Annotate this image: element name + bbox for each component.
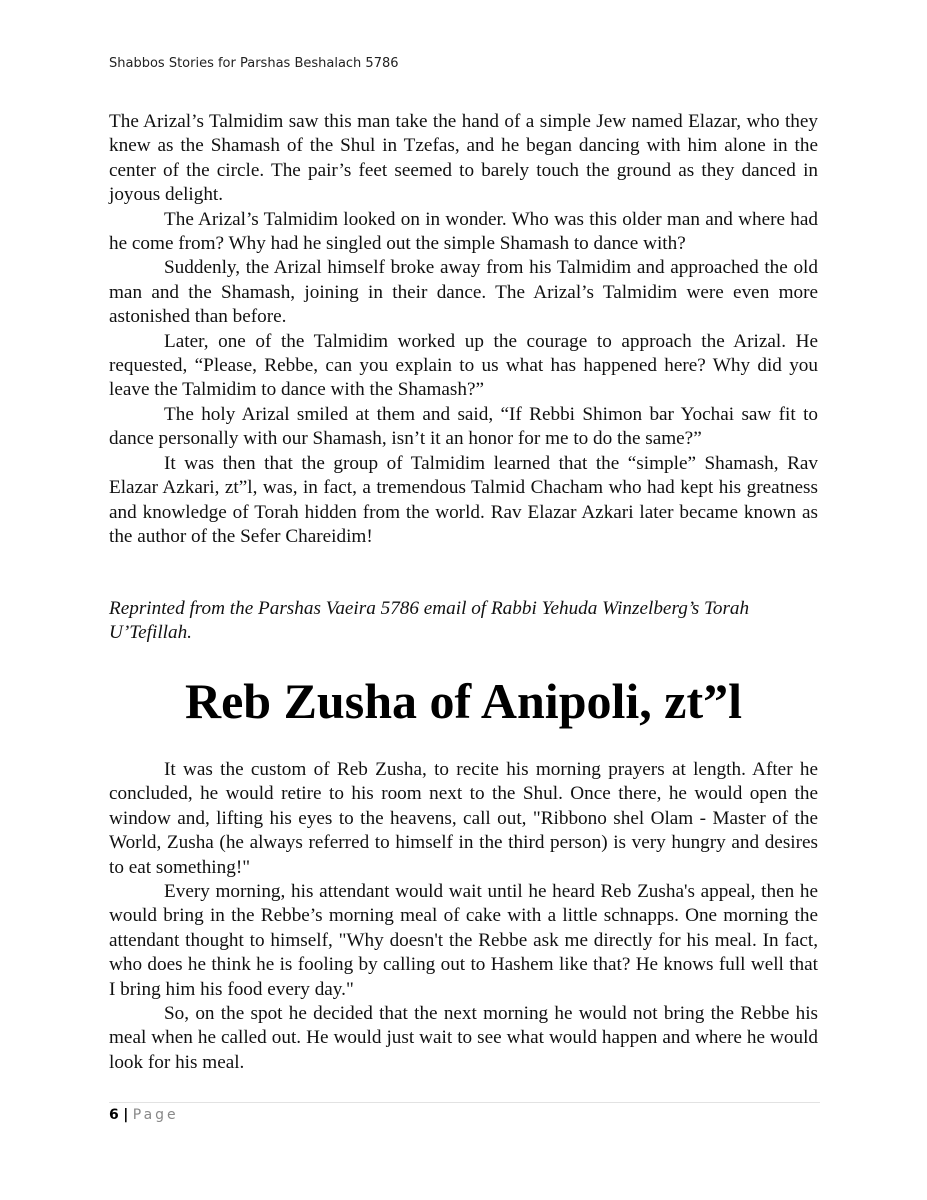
paragraph: Every morning, his attendant would wait until he heard Reb Zusha's appeal, then he would bring in the Rebbe’s morning meal of cake with a little schnapps. One morning the attendant thought to himself, "Why doesn't the Rebbe ask me directly for his meal. In fact, who does he think he is fooling by calling out to Hashem like that? He knows full well that I bring him his food every day." — [109, 881, 818, 1000]
paragraph: The holy Arizal smiled at them and said, “If Rebbi Shimon bar Yochai saw fit to dance personally with our Shamash, isn’t it an honor for me to do the same?” — [109, 403, 818, 450]
paragraph: So, on the spot he decided that the next morning he would not bring the Rebbe his meal when he called out. He would just wait to see what would happen and where he would look for his meal. — [109, 1003, 818, 1073]
page-header: Shabbos Stories for Parshas Beshalach 5786 — [109, 56, 399, 71]
footer-separator: | — [123, 1107, 129, 1123]
story-title: Reb Zusha of Anipoli, zt”l — [184, 673, 743, 729]
reprint-credit: Reprinted from the Parshas Vaeira 5786 email of Rabbi Yehuda Winzelberg’s Torah U’Tefillah. — [109, 598, 750, 644]
paragraph: Later, one of the Talmidim worked up the courage to approach the Arizal. He requested, “Please, Rebbe, can you explain to us what has happened here? Why did you leave the Talmidim to dance with the Shamash?” — [109, 330, 818, 401]
paragraph: The Arizal’s Talmidim saw this man take the hand of a simple Jew named Elazar, who they knew as the Shamash of the Shul in Tzefas, and he began dancing with him alone in the center of the circle. The pair’s feet seemed to barely touch the ground as they danced in joyous delight. — [109, 111, 818, 206]
page-footer — [109, 1107, 179, 1123]
paragraph: The Arizal’s Talmidim looked on in wonder. Who was this older man and where had he come from? Why had he singled out the simple Shamash to dance with? — [109, 208, 818, 255]
page-number: 6 — [109, 1107, 119, 1123]
footer-divider — [109, 1102, 820, 1103]
paragraph: It was then that the group of Talmidim learned that the “simple” Shamash, Rav Elazar Azkari, zt”l, was, in fact, a tremendous Talmid Chacham who had kept his greatness and knowledge of Torah hidden from the world. Rav Elazar Azkari later became known as the author of the Sefer Chareidim! — [109, 452, 818, 547]
story-1-body — [109, 110, 818, 549]
page-label: Page — [132, 1107, 179, 1123]
story-2-body — [109, 758, 818, 1075]
paragraph: Suddenly, the Arizal himself broke away from his Talmidim and approached the old man and the Shamash, joining in their dance. The Arizal’s Talmidim were even more astonished than before. — [109, 257, 818, 328]
paragraph: It was the custom of Reb Zusha, to recite his morning prayers at length. After he concluded, he would retire to his room next to the Shul. Once there, he would open the window and, lifting his eyes to the heavens, call out, "Ribbono shel Olam - Master of the World, Zusha (he always referred to himself in the third person) is very hungry and desires to eat something!" — [109, 759, 818, 878]
